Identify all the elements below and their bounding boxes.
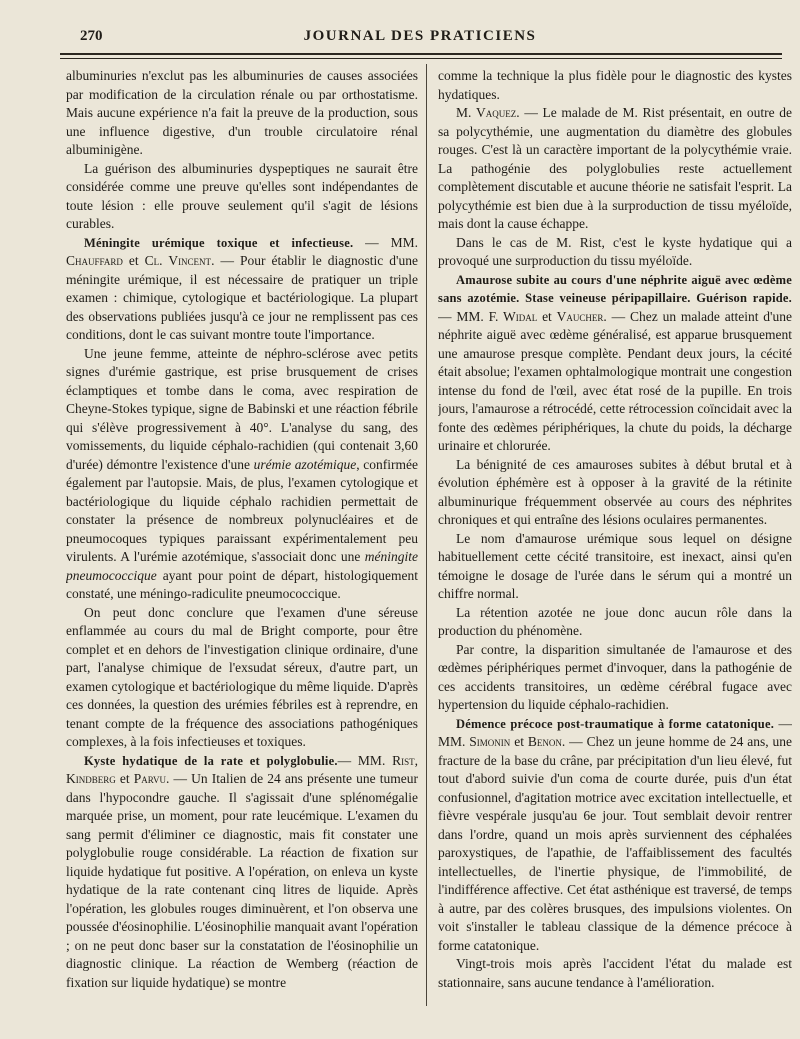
paragraph: La bénignité de ces amauroses subites à début brutal et à évolution éphémère est à opposer à la gravité de la rétinite albuminurique fréquemment observée au cours des néphrites chroniques et qui entraîne des lésions oculaires permanentes. [438,456,792,527]
page-header [60,26,780,52]
paragraph: La rétention azotée ne joue donc aucun rôle dans la production du phénomène. [438,604,792,638]
author-name: Cl. Vincent [144,253,212,268]
section-body: . — Chez un malade atteint d'une néphrite aiguë avec œdème généralisé, est apparue brusquement une amaurose presque complète. Pendant deux jours, la cécité était absolue; l'examen ophtalmologique montrait une congestion intense du fond de l'œil, avec état rosé de la pupille. En trois jours, l'amaurose a rétrocédé, cette rétrocession coïncidait avec la fonte des œdèmes périphériques, la chute du poids, la décharge urinaire et chlorurée. [438,308,792,453]
left-column [66,67,418,1017]
author-name: Kindberg [66,771,116,786]
paragraph: comme la technique la plus fidèle pour le diagnostic des kystes hydatiques. [438,68,792,102]
section-body: . — Pour établir le diagnostic d'une méningite urémique, il est nécessaire de pratiquer un triple examen : chimique, cytologique et bactériologique. La plupart des observations publiées jusqu'à ce jour ne remplissent pas ces conditions, dont le cas suivant montre toute l'importance. [66,253,418,342]
paragraph: Dans le cas de M. Rist, c'est le kyste hydatique qui a provoqué une surproduction du tissu myéloïde. [438,234,792,268]
paragraph: Une jeune femme, atteinte de néphro-sclérose avec petits signes d'urémie gastrique, est prise brusquement de crises éclamptiques et tombe dans le coma, avec respiration de Cheyne-Stokes typique, signe de Babinski et une réaction fébrile qui s'élève progressivement à 40°. L'analyse du sang, des vomissements, du liquide céphalo-rachidien (qui contenait 3,60 d'urée) démontre l'existence d'une urémie azotémique, confirmée également par l'autopsie. Mais, de plus, l'examen cytologique et bactériologique du liquide céphalo rachidien permettait de constater la présence de nombreux polynucléaires et de pneumocoques typiques paraissant expérimentalement peu virulents. A l'urémie azotémique, s'associait donc une méningite pneumococcique ayant pour point de départ, histologiquement constaté, une méningo-radiculite pneumococcique. [66,345,418,601]
author-name: Vaquez [476,105,517,120]
paragraph: Par contre, la disparition simultanée de l'amaurose et des œdèmes périphériques permet d'invoquer, dans la pathogénie de ces accidents transitoires, un œdème cérébral fugace avec hypertension du liquide céphalo-rachidien. [438,641,792,712]
section-amaurose: Amaurose subite au cours d'une néphrite aiguë avec œdème sans azotémie. Stase veineuse péripapillaire. Guérison rapide. — MM. F. Widal et Vaucher. — Chez un malade atteint d'une néphrite aiguë avec œdème généralisé, est apparue brusquement une amaurose presque complète. Pendant deux jours, la cécité était absolue; l'examen ophtalmologique montrait une congestion intense du fond de l'œil, avec état rosé de la pupille. En trois jours, l'amaurose a rétrocédé, cette rétrocession coïncidait avec la fonte des œdèmes périphériques, la chute du poids, la décharge urinaire et chlorurée. [438,272,792,453]
author-name: Chauffard [66,253,123,268]
section-heading: Méningite urémique toxique et infectieuse. [84,235,354,250]
section-heading: Kyste hydatique de la rate et polyglobulie. [84,753,338,768]
author-name: Vaucher [556,308,604,324]
section-demence: Démence précoce post-traumatique à forme catatonique. — MM. Simonin et Benon. — Chez un jeune homme de 24 ans, une fracture de la base du crâne, par précipitation d'un lieu élevé, fut tout d'abord suivie d'un coma de courte durée, puis d'un état confusionnel, d'agitation motrice avec excitation intellectuelle, et fièvre vespérale jusqu'au 6e jour. Tout semblait devoir rentrer dans l'ordre, quand un mois après surviennent des céphalées paroxystiques, de l'apathie, de l'affaiblissement des facultés intellectuelles, de l'inertie physique, de l'immobilité, de l'indifférence affective. Cet état asthénique est traversé, de temps à autre, par des colères brusques, des impulsions violentes. On voit s'installer le tableau classique de la démence précoce à forme catatonique. [438,715,792,953]
paragraph: M. Vaquez. — Le malade de M. Rist présentait, en outre de sa polycythémie, une augmentation du diamètre des globules rouges. C'est là un caractère important de la polycythémie vraie. La pathogénie des polyglobulies reste actuellement complètement discutable et aucune théorie ne satisfait l'esprit. La polycythémie est bien due à la surproduction de tissu myéloïde, mais dont la cause échappe. [438,105,792,231]
author-name: Simonin [469,734,511,749]
author-name: F. Widal [488,308,538,324]
paragraph: albuminuries n'exclut pas les albuminuries de causes associées par modification de la circulation rénale ou par orthostatisme. Mais aucune expérience n'a fait la preuve de la production, sous une influence digestive, d'un trouble circulatoire rénal albuminigène. [66,68,418,157]
right-column [438,67,792,1017]
page-number: 270 [80,28,103,44]
paragraph: On peut donc conclure que l'examen d'une séreuse enflammée au cours du mal de Bright comporte, pour être complet et en dehors de l'investigation clinique ordinaire, d'une part, l'analyse chimique de l'exsudat séreux, d'autre part, un examen cytologique et bactériologique du même liquide. D'après ces données, la question des urémies fébriles est à reprendre, en tenant compte de la fréquence des associations pathogéniques complexes, à la fois infectieuses et toxiques. [66,604,418,749]
section-heading: Démence précoce post-traumatique à forme catatonique. [456,716,775,731]
column-divider [426,64,427,1006]
paragraph: Le nom d'amaurose urémique sous lequel on désigne habituellement cette cécité transitoire, est inexact, ainsi qu'en témoigne le dosage de l'urée dans le sérum qui a montré un chiffre normal. [438,530,792,601]
section-heading: Amaurose subite au cours d'une néphrite aiguë avec œdème sans azotémie. Stase veineuse péripapillaire. Guérison rapide. [438,272,792,305]
author-name: Parvu [133,771,167,786]
paragraph: La guérison des albuminuries dyspeptiques ne saurait être considérée comme une preuve qu'elles sont indépendantes de toute lésion : elle prouve seulement qu'il s'agit de lésions curables. [66,160,418,231]
section-body: . — Un Italien de 24 ans présente une tumeur dans l'hypocondre gauche. Il s'agissait d'une splénomégalie marquée prise, un moment, pour rate leucémique. L'examen du sang permit d'éliminer ce diagnostic, mais fit constater une polyglobulie rouge considérable. La réaction de fixation sur liquide hydatique fut positive. A l'opération, on enleva un kyste hydatique de la rate contenant cinq litres de liquide. Après l'opération, les globules rouges diminuèrent, et l'on observa une poussée d'éosinophilie. L'éosinophilie manquait avant l'opération ; on ne peut donc baser sur la constatation de l'éosinophilie un diagnostic clinique. La réaction de Wemberg (réaction de fixation sur liquide hydatique) se montre [66,771,418,990]
author-name: Benon [527,734,562,749]
paragraph: Vingt-trois mois après l'accident l'état du malade est stationnaire, sans aucune tendance à l'amélioration. [438,956,792,990]
section-body: . — Chez un jeune homme de 24 ans, une fracture de la base du crâne, par précipitation d'un lieu élevé, fut tout d'abord suivie d'un coma de courte durée, puis d'un état confusionnel, d'agitation motrice avec excitation intellectuelle, et fièvre vespérale jusqu'au 6e jour. Tout semblait devoir rentrer dans l'ordre, quand un mois après surviennent des céphalées paroxystiques, de l'apathie, de l'affaiblissement des facultés intellectuelles, de l'inertie physique, de l'immobilité, de l'indifférence affective. Cet état asthénique est traversé, de temps à autre, par des colères brusques, des impulsions violentes. On voit s'installer le tableau classique de la démence précoce à forme catatonique. [438,734,792,953]
section-meningite: Méningite urémique toxique et infectieuse. — MM. Chauffard et Cl. Vincent. — Pour établir le diagnostic d'une méningite urémique, il est nécessaire de pratiquer un triple examen : chimique, cytologique et bactériologique. La plupart des observations publiées jusqu'à ce jour ne remplissent pas ces conditions, dont le cas suivant montre toute l'importance. [66,234,418,342]
journal-title: JOURNAL DES PRATICIENS [303,28,537,44]
header-rule [60,53,782,59]
section-kyste: Kyste hydatique de la rate et polyglobulie.— MM. Rist, Kindberg et Parvu. — Un Italien de 24 ans présente une tumeur dans l'hypocondre gauche. Il s'agissait d'une splénomégalie marquée prise, un moment, pour rate leucémique. L'examen du sang permit d'éliminer ce diagnostic, mais fit constater une polyglobulie rouge considérable. La réaction de fixation sur liquide hydatique fut positive. A l'opération, on enleva un kyste hydatique de la rate contenant cinq litres de liquide. Après l'opération, les globules rouges diminuèrent, et l'on observa une poussée d'éosinophilie. L'éosinophilie manquait avant l'opération ; on ne peut donc baser sur la constatation de l'éosinophilie un diagnostic clinique. La réaction de Wemberg (réaction de fixation sur liquide hydatique) se montre [66,752,418,990]
author-name: Rist [392,752,415,768]
